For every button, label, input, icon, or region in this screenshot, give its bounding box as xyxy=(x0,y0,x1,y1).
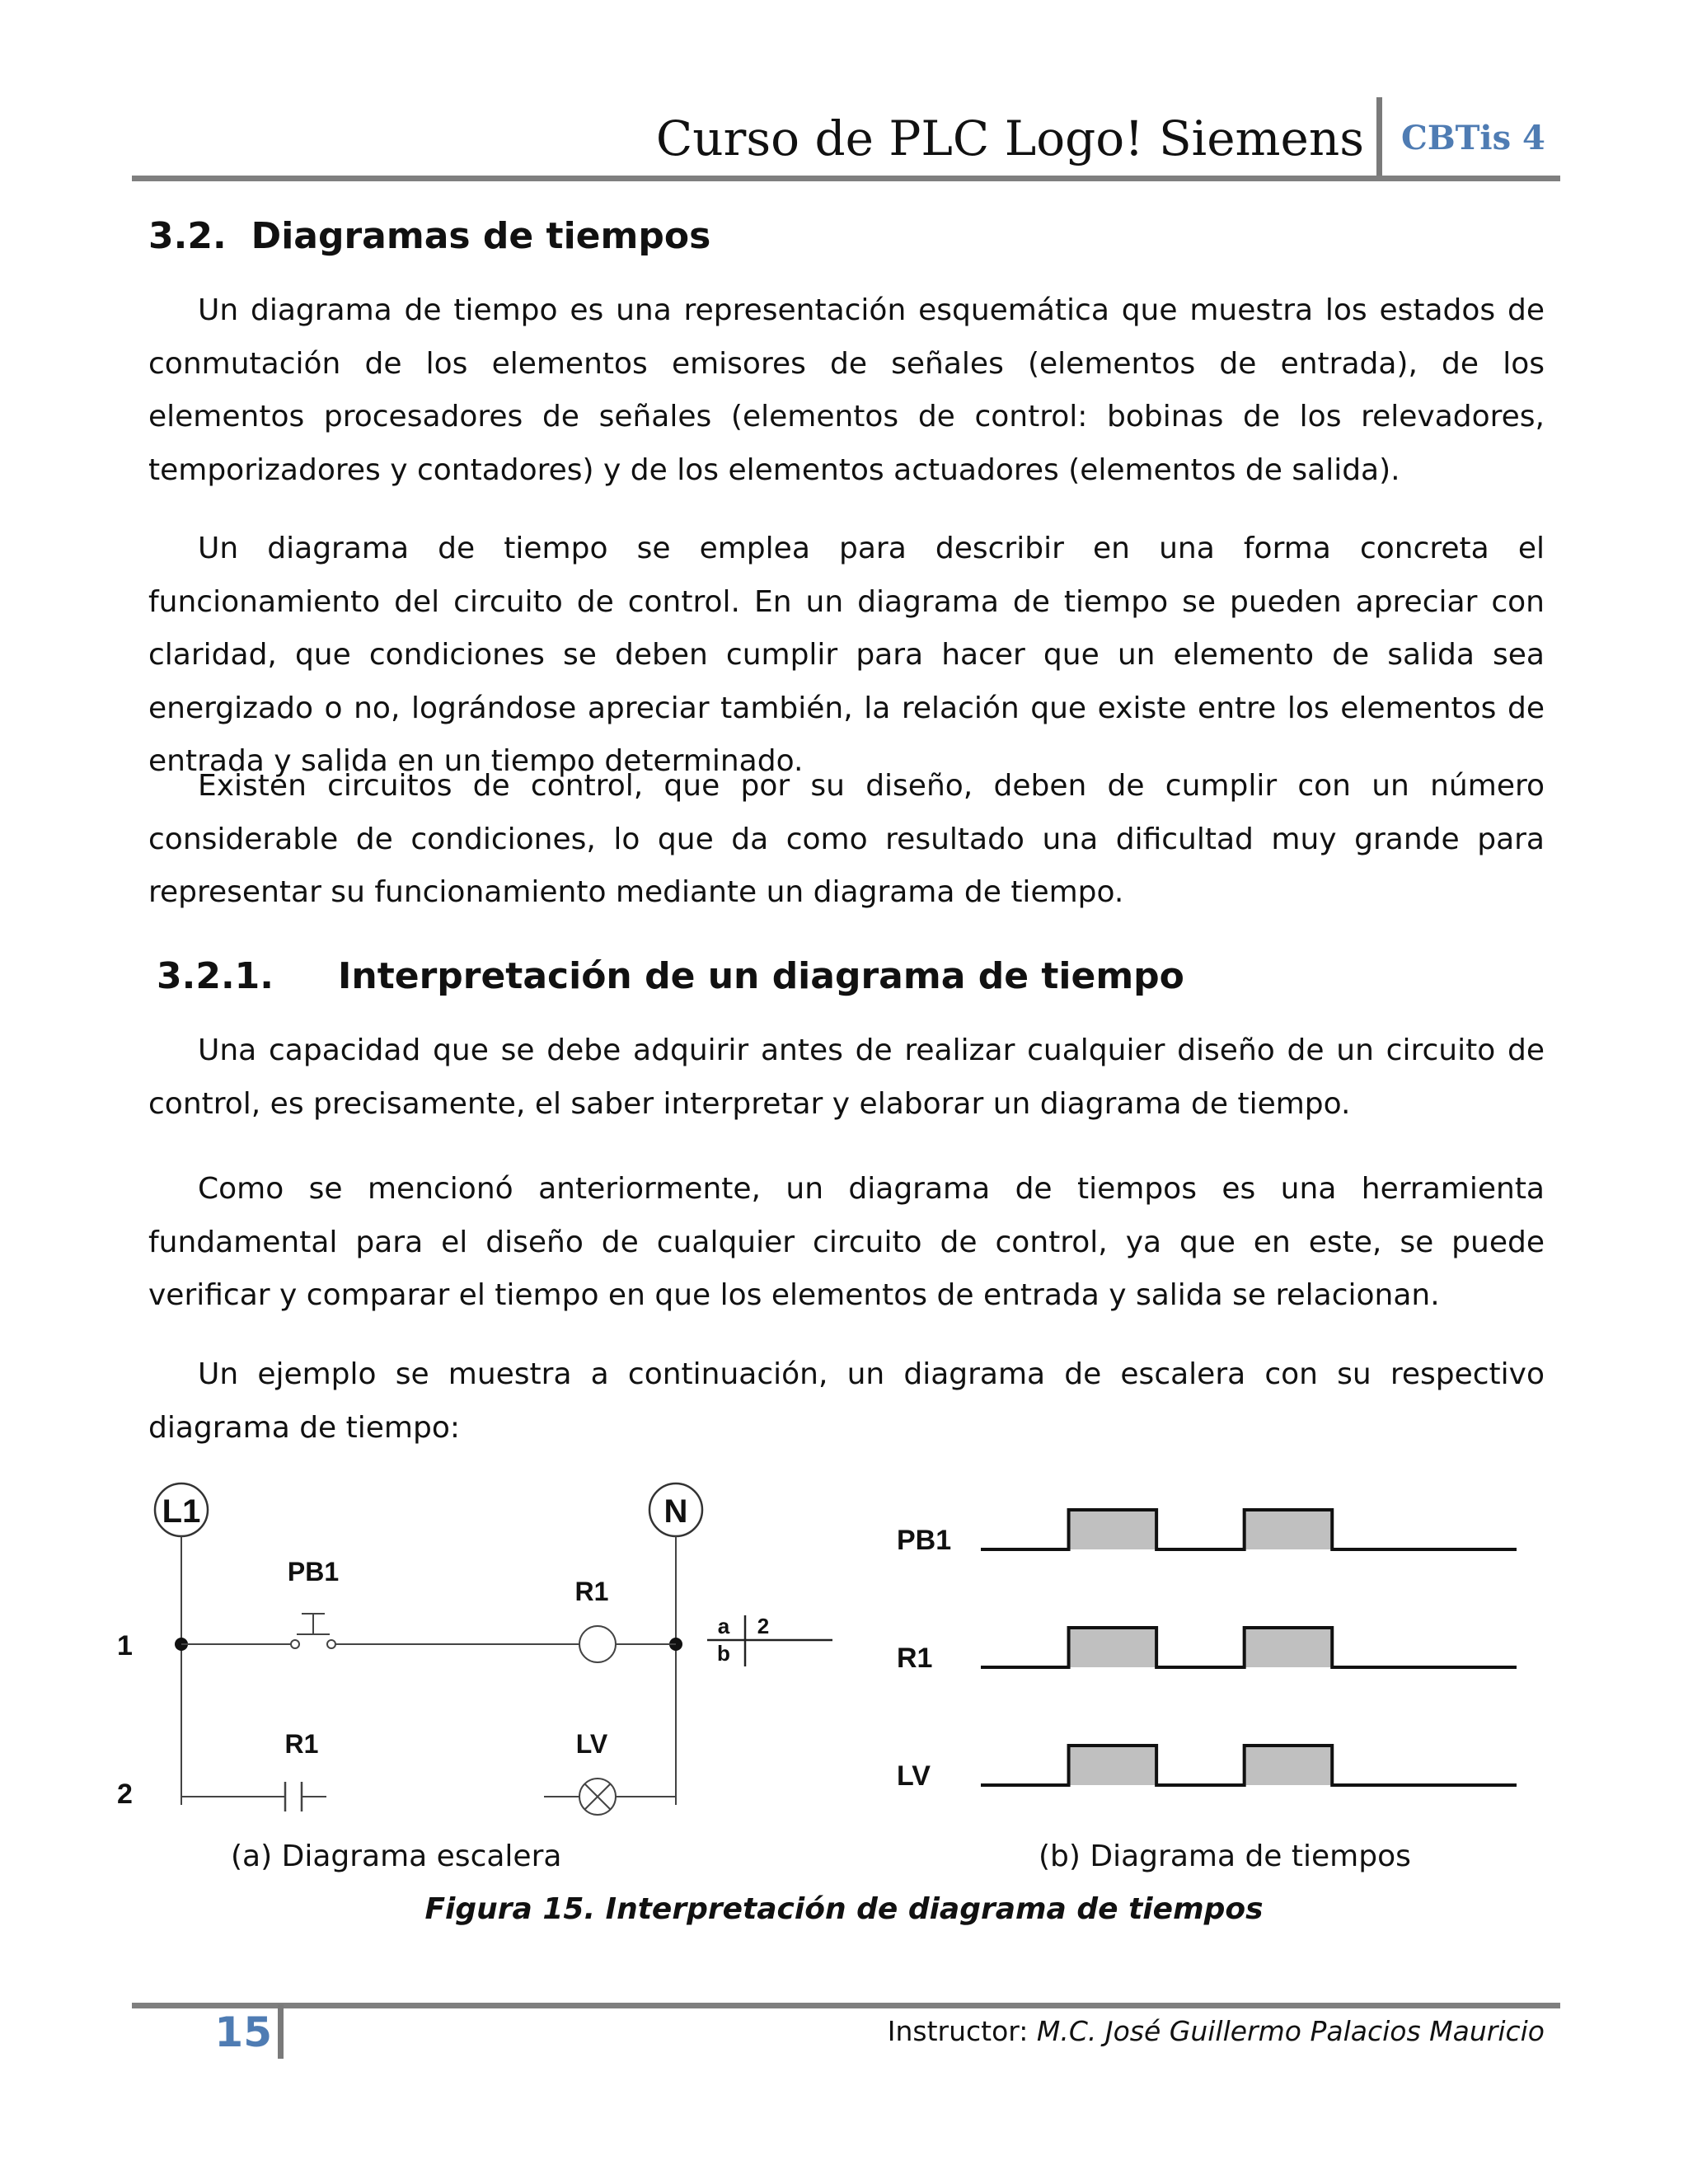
pulse-lv-1 xyxy=(1069,1746,1157,1785)
rail-left-label: L1 xyxy=(162,1493,201,1530)
header-rule xyxy=(132,176,1560,181)
ref-a: a xyxy=(717,1614,730,1638)
paragraph-4: Una capacidad que se debe adquirir antes de realizar cualquier diseño de un circuito de control, es precisamente, el saber interpretar y elaborar un diagrama de tiempo. xyxy=(148,1033,1545,1121)
ladder-diagram xyxy=(99,1475,857,1854)
signal-label-lv: LV xyxy=(897,1760,931,1792)
paragraph-1: Un diagrama de tiempo es una representación esquemática que muestra los estados de conmutación de los elementos emisores de señales (elementos de entrada), de los elementos procesadores de señales (elementos de control: bobinas de los relevadores, temporizadores y contadores) y de los elementos actuadores (elementos de salida). xyxy=(148,293,1545,487)
signal-wave-lv xyxy=(981,1746,1517,1785)
figure-caption: Figura 15. Interpretación de diagrama de tiempos xyxy=(424,1892,1264,1926)
footer-rule xyxy=(132,2003,1560,2008)
ref-2: 2 xyxy=(757,1614,770,1638)
section-heading xyxy=(148,208,710,265)
pulse-r1-1 xyxy=(1069,1628,1157,1667)
pulse-lv-2 xyxy=(1245,1746,1333,1785)
footer-separator xyxy=(278,2004,284,2059)
pulse-pb1-1 xyxy=(1069,1510,1157,1549)
signal-wave-pb1 xyxy=(981,1510,1517,1549)
rung-number-2: 2 xyxy=(117,1779,133,1810)
footer-instructor xyxy=(824,2011,1545,2052)
caption-ladder: (a) Diagrama escalera xyxy=(231,1840,562,1873)
pushbutton-pb1 xyxy=(291,1614,335,1648)
caption-timing: (b) Diagrama de tiempos xyxy=(1039,1840,1411,1873)
paragraph-5: Como se mencionó anteriormente, un diagrama de tiempos es una herramienta fundamental para el diseño de cualquier circuito de control, ya que en este, se puede verificar y comparar el tiempo en que los elementos de entrada y salida se relacionan. xyxy=(148,1172,1545,1312)
coil-r1 xyxy=(579,1626,616,1662)
header-title: Curso de PLC Logo! Siemens xyxy=(655,110,1364,166)
instructor-name: M.C. José Guillermo Palacios Mauricio xyxy=(1036,2015,1545,2047)
label-lv: LV xyxy=(575,1729,608,1759)
paragraph-6: Un ejemplo se muestra a continuación, un diagrama de escalera con su respectivo diagrama de tiempo: xyxy=(148,1357,1545,1445)
section-title: Diagramas de tiempos xyxy=(251,215,711,257)
signal-wave-r1 xyxy=(981,1628,1517,1667)
subsection-heading xyxy=(157,948,1184,1005)
subsection-title: Interpretación de un diagrama de tiempo xyxy=(338,955,1184,997)
rail-right-label: N xyxy=(663,1493,688,1530)
ref-b: b xyxy=(717,1641,730,1666)
label-pb1: PB1 xyxy=(287,1557,340,1586)
signal-label-pb1: PB1 xyxy=(897,1525,952,1556)
instructor-label: Instructor: xyxy=(887,2015,1029,2047)
label-r1-coil: R1 xyxy=(574,1577,609,1606)
pulse-pb1-2 xyxy=(1245,1510,1333,1549)
rung-number-1: 1 xyxy=(117,1630,133,1661)
timing-diagram xyxy=(890,1475,1550,1830)
subsection-number: 3.2.1. xyxy=(157,955,274,997)
page-number: 15 xyxy=(214,2008,272,2056)
contact-r1-no xyxy=(262,1782,326,1811)
header-separator xyxy=(1376,97,1382,178)
section-number: 3.2. xyxy=(148,215,227,257)
paragraph-3: Existen circuitos de control, que por su diseño, deben de cumplir con un número considerable de condiciones, lo que da como resultado una dificultad muy grande para representar su funcionamiento mediante un diagrama de tiempo. xyxy=(148,769,1545,909)
label-r1-contact: R1 xyxy=(284,1729,319,1759)
signal-label-r1: R1 xyxy=(897,1643,933,1674)
paragraph-2: Un diagrama de tiempo se emplea para describir en una forma concreta el funcionamiento del circuito de control. En un diagrama de tiempo se pueden apreciar con claridad, que condiciones se deben cumplir para hacer que un elemento de salida sea energizado o no, lográndose apreciar también, la relación que existe entre los elementos de entrada y salida en un tiempo determinado. xyxy=(148,532,1545,778)
pulse-r1-2 xyxy=(1245,1628,1333,1667)
lamp-lv xyxy=(579,1779,616,1815)
header-org: CBTis 4 xyxy=(1401,119,1545,157)
